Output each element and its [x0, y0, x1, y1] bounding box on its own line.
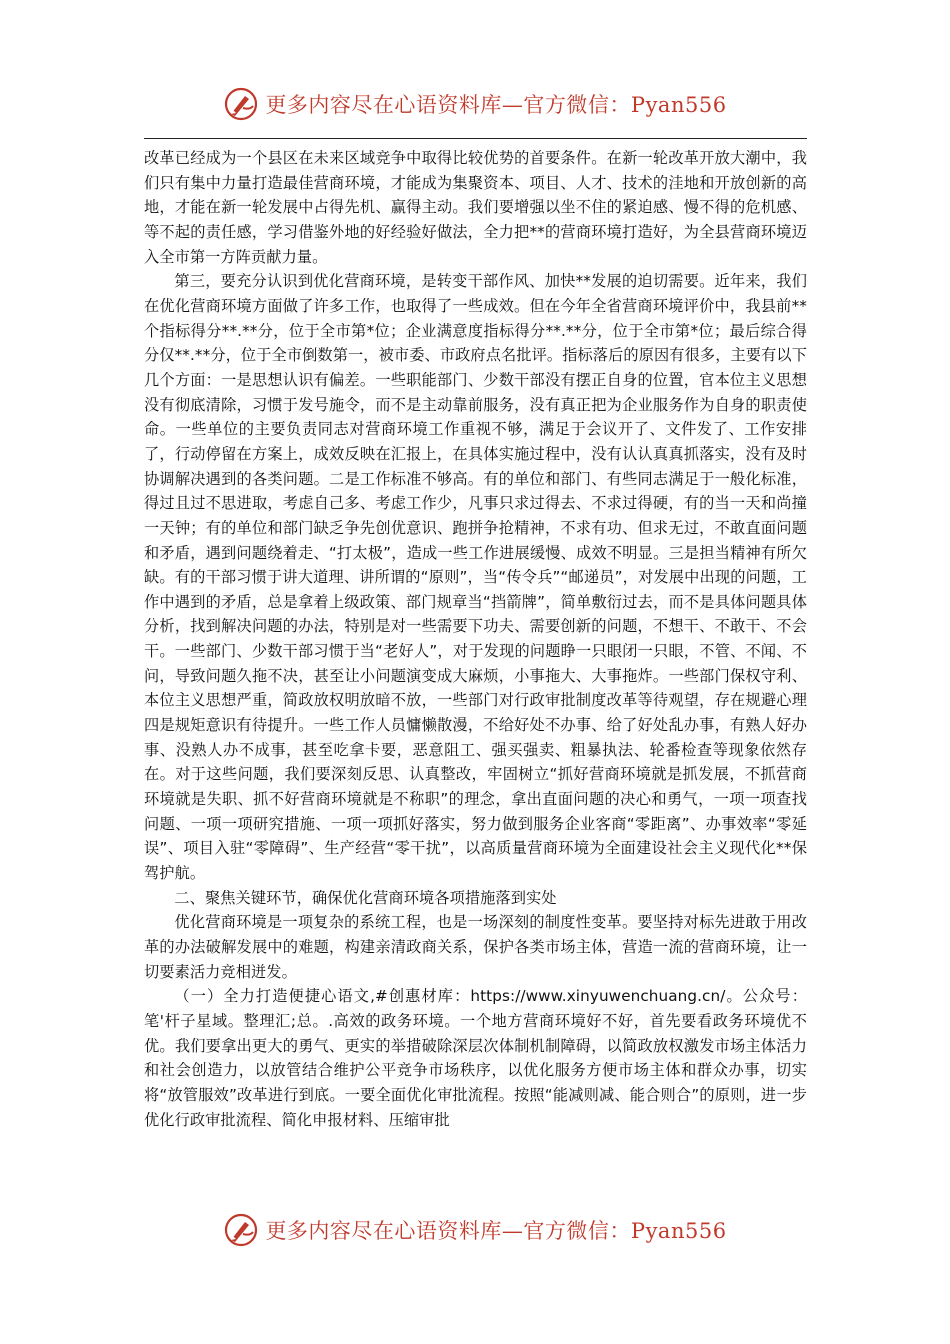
paragraph-government-environment: （一）全力打造便捷心语文,#创惠材库：https://www.xinyuwenchuang.cn/。公众号：笔'杆子星域。整理汇;总。.高效的政务环境。一个地方营商环境好不好，首先要看政务环境优不优。我们要拿出更大的勇气、更实的举措破除深层次体制机制障碍，以简政放权激发市场主体活力和社会创造力，以放管结合维护公平竞争市场秩序，以优化服务方便市场主体和群众办事，切实将“放管服效”改革进行到底。一要全面优化审批流程。按照“能减则减、能合则合”的原则，进一步优化行政审批流程、简化申报材料、压缩审批 — [144, 987, 807, 1129]
paragraph-system-engineering: 优化营商环境是一项复杂的系统工程，也是一场深刻的制度性变革。要坚持对标先进敢于用改革的办法破解发展中的难题，构建亲清政商关系，保护各类市场主体，营造一流的营商环境，让一切要素活力竞相迸发。 — [144, 913, 807, 981]
pen-logo-icon — [223, 1212, 259, 1248]
section-heading-two: 二、聚焦关键环节，确保优化营商环境各项措施落到实处 — [174, 888, 557, 907]
pen-logo-icon — [223, 86, 259, 122]
header-divider — [144, 138, 807, 139]
paragraph-reform-conditions: 改革已经成为一个县区在未来区域竞争中取得比较优势的首要条件。在新一轮改革开放大潮中，我们只有集中力量打造最佳营商环境，才能成为集聚资本、项目、人才、技术的洼地和开放创新的高地，才能在新一轮发展中占得先机、赢得主动。我们要增强以坐不住的紧迫感、慢不得的危机感、等不起的责任感，学习借鉴外地的好经验好做法，全力把**的营商环境打造好，为全县营商环境迈入全市第一方阵贡献力量。 — [144, 149, 807, 266]
document-body — [144, 146, 807, 1132]
paragraph-third-point: 第三，要充分认识到优化营商环境，是转变干部作风、加快**发展的迫切需要。近年来，我们在优化营商环境方面做了许多工作，也取得了一些成效。但在今年全省营商环境评价中，我县前**个指标得分**.**分，位于全市第*位；企业满意度指标得分**.**分，位于全市第*位；最后综合得分仅**.**分，位于全市倒数第一，被市委、市政府点名批评。指标落后的原因有很多，主要有以下几个方面：一是思想认识有偏差。一些职能部门、少数干部没有摆正自身的位置，官本位主义思想没有彻底清除，习惯于发号施令，而不是主动靠前服务，没有真正把为企业服务作为自身的职责使命。一些单位的主要负责同志对营商环境工作重视不够，满足于会议开了、文件发了、工作安排了，行动停留在方案上，成效反映在汇报上，在具体实施过程中，没有认认真真抓落实，没有及时协调解决遇到的各类问题。二是工作标准不够高。有的单位和部门、有些同志满足于一般化标准，得过且过不思进取，考虑自己多、考虑工作少，凡事只求过得去、不求过得硬，有的当一天和尚撞一天钟；有的单位和部门缺乏争先创优意识、跑拼争抢精神，不求有功、但求无过，不敢直面问题和矛盾，遇到问题绕着走、“打太极”，造成一些工作进展缓慢、成效不明显。三是担当精神有所欠缺。有的干部习惯于讲大道理、讲所谓的“原则”，当“传令兵”“邮递员”，对发展中出现的问题，工作中遇到的矛盾，总是拿着上级政策、部门规章当“挡箭牌”，简单敷衍过去，而不是具体问题具体分析，找到解决问题的办法，特别是对一些需要下功夫、需要创新的问题，不想干、不敢干、不会干。一些部门、少数干部习惯于当“老好人”，对于发现的问题睁一只眼闭一只眼，不管、不闻、不问，导致问题久拖不决，甚至让小问题演变成大麻烦，小事拖大、大事拖炸。一些部门保权守利、本位主义思想严重，简政放权明放暗不放，一些部门对行政审批制度改革等待观望，存在规避心理四是规矩意识有待提升。一些工作人员慵懒散漫，不给好处不办事、给了好处乱办事，有熟人好办事、没熟人办不成事，甚至吃拿卡要，恶意阻工、强买强卖、粗暴执法、轮番检查等现象依然存在。对于这些问题，我们要深刻反思、认真整改，牢固树立“抓好营商环境就是抓发展，不抓营商环境就是失职、抓不好营商环境就是不称职”的理念，拿出直面问题的决心和勇气，一项一项查找问题、一项一项研究措施、一项一项抓好落实，努力做到服务企业客商“零距离”、办事效率“零延误”、项目入驻“零障碍”、生产经营“零干扰”，以高质量营商环境为全面建设社会主义现代化**保驾护航。 — [144, 272, 807, 883]
header-banner — [0, 80, 950, 128]
footer-banner-text: 更多内容尽在心语资料库—官方微信：Pyan556 — [265, 1219, 727, 1243]
footer-banner — [0, 1206, 950, 1254]
header-banner-text: 更多内容尽在心语资料库—官方微信：Pyan556 — [265, 93, 727, 117]
